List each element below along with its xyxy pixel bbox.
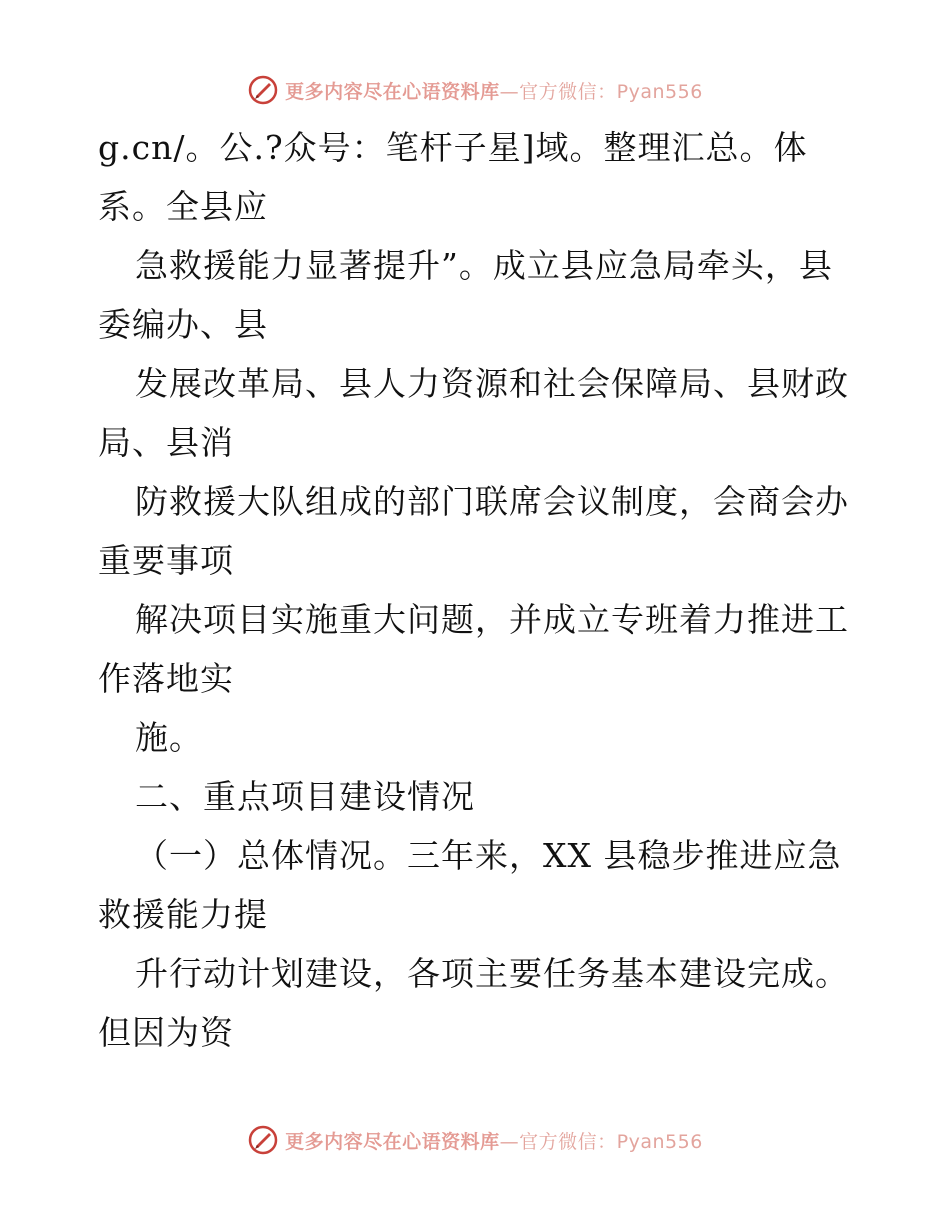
text-line: 救援能力提 (98, 895, 268, 934)
text-line: 重要事项 (98, 541, 234, 580)
text-line: （一）总体情况。三年来，XX 县稳步推进应急 (135, 836, 842, 875)
brand-logo-icon (247, 1124, 279, 1156)
text-line: 局、县消 (98, 423, 234, 462)
section-heading: 二、重点项目建设情况 (135, 777, 475, 816)
text-line: 解决项目实施重大问题，并成立专班着力推进工 (135, 600, 849, 639)
text-line: 发展改革局、县人力资源和社会保障局、县财政 (135, 364, 849, 403)
text-line: 升行动计划建设，各项主要任务基本建设完成。 (135, 954, 849, 993)
brand-logo-icon (247, 74, 279, 106)
watermark-text (285, 1127, 703, 1154)
text-line: 急救援能力显著提升”。成立县应急局牵头，县 (135, 246, 833, 285)
document-body (98, 118, 898, 1062)
watermark-text (285, 77, 703, 104)
text-line: g.cn/。公.?众号：笔杆子星]域。整理汇总。体 (98, 128, 808, 167)
watermark-separator: — (499, 1130, 520, 1153)
text-line: 但因为资 (98, 1013, 234, 1052)
watermark-brand: 更多内容尽在心语资料库 (285, 80, 500, 103)
watermark-brand: 更多内容尽在心语资料库 (285, 1130, 500, 1153)
watermark-suffix: 官方微信：Pyan556 (519, 80, 703, 103)
header-watermark (0, 70, 950, 110)
footer-watermark (0, 1120, 950, 1160)
text-line: 系。全县应 (98, 187, 268, 226)
text-line: 委编办、县 (98, 305, 268, 344)
text-line: 作落地实 (98, 659, 234, 698)
text-line: 防救援大队组成的部门联席会议制度，会商会办 (135, 482, 849, 521)
text-line: 施。 (135, 718, 203, 757)
watermark-separator: — (499, 80, 520, 103)
watermark-suffix: 官方微信：Pyan556 (519, 1130, 703, 1153)
